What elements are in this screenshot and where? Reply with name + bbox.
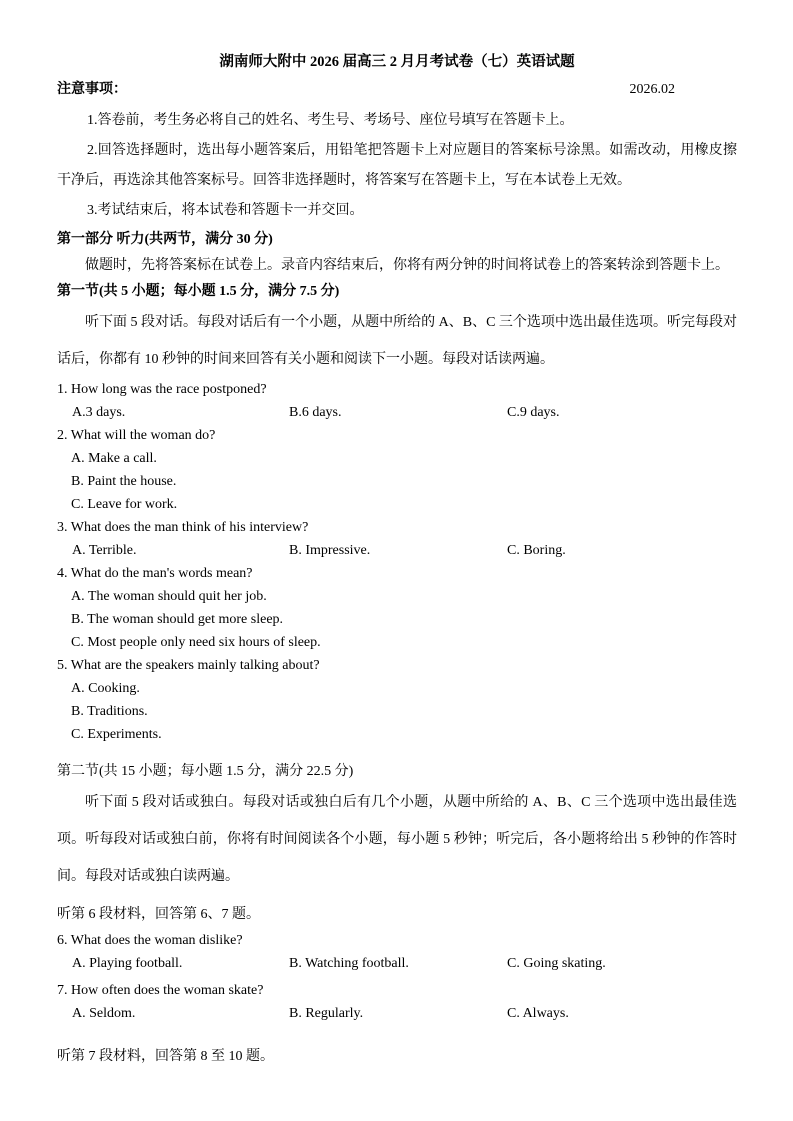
section1-intro: 听下面 5 段对话。每段对话后有一个小题，从题中所给的 A、B、C 三个选项中选出最佳选项。听完每段对话后，你都有 10 秒钟的时间来回答有关小题和阅读下一小题。每段对话读两遍。	[57, 315, 737, 367]
question-7-option-c: C. Always.	[507, 1006, 569, 1021]
question-6-option-c: C. Going skating.	[507, 956, 606, 971]
question-7-option-a: A. Seldom.	[72, 1006, 136, 1021]
question-2-option-b: B. Paint the house.	[71, 474, 177, 489]
question-5	[57, 654, 737, 746]
question-6	[57, 929, 737, 975]
question-3-option-a: A. Terrible.	[72, 543, 137, 558]
question-7-option-b: B. Regularly.	[289, 1006, 364, 1021]
question-2-text: 2. What will the woman do?	[57, 428, 216, 443]
notice-row	[57, 78, 737, 102]
section2-intro: 听下面 5 段对话或独白。每段对话或独白后有几个小题，从题中所给的 A、B、C 三个选项中选出最佳选项。听每段对话或独白前，你将有时间阅读各个小题，每小题 5 秒钟；听完后，各小题将给出 5 秒钟的作答时间。每段对话或独白读两遍。	[57, 795, 737, 884]
question-5-option-a: A. Cooking.	[71, 681, 140, 696]
question-3-option-b: B. Impressive.	[289, 543, 371, 558]
question-6-options-row	[57, 952, 737, 975]
question-1-option-a: A.3 days.	[72, 405, 126, 420]
question-6-text: 6. What does the woman dislike?	[57, 933, 243, 948]
question-7	[57, 979, 737, 1025]
exam-date: 2026.02	[629, 82, 675, 97]
question-1-options-row	[57, 401, 737, 424]
question-1	[57, 378, 737, 424]
section2-heading: 第二节(共 15 小题；每小题 1.5 分，满分 22.5 分)	[57, 764, 354, 779]
question-2-options	[57, 447, 737, 516]
question-4-options	[57, 585, 737, 654]
note-2: 2.回答选择题时，选出每小题答案后，用铅笔把答题卡上对应题目的答案标号涂黑。如需改动，用橡皮擦干净后，再选涂其他答案标号。回答非选择题时，将答案写在答题卡上，写在本试卷上无效。	[57, 143, 737, 188]
question-1-option-b: B.6 days.	[289, 405, 342, 420]
material-7-note: 听第 7 段材料，回答第 8 至 10 题。	[57, 1049, 274, 1064]
notice-label: 注意事项：	[57, 82, 127, 97]
question-2-option-c: C. Leave for work.	[71, 497, 178, 512]
question-4-text: 4. What do the man's words mean?	[57, 566, 253, 581]
question-1-text: 1. How long was the race postponed?	[57, 382, 267, 397]
question-3-text: 3. What does the man think of his interview?	[57, 520, 309, 535]
part1-heading: 第一部分 听力(共两节，满分 30 分)	[57, 232, 273, 247]
question-2	[57, 424, 737, 516]
question-5-text: 5. What are the speakers mainly talking about?	[57, 658, 320, 673]
question-5-option-b: B. Traditions.	[71, 704, 148, 719]
page-title: 湖南师大附中 2026 届高三 2 月月考试卷（七）英语试题	[219, 54, 575, 70]
section1-heading: 第一节(共 5 小题；每小题 1.5 分，满分 7.5 分)	[57, 284, 340, 299]
question-7-text: 7. How often does the woman skate?	[57, 983, 264, 998]
question-4-option-c: C. Most people only need six hours of sleep.	[71, 635, 321, 650]
question-4-option-a: A. The woman should quit her job.	[71, 589, 267, 604]
question-4	[57, 562, 737, 654]
question-2-option-a: A. Make a call.	[71, 451, 157, 466]
question-3-option-c: C. Boring.	[507, 543, 566, 558]
question-1-option-c: C.9 days.	[507, 405, 560, 420]
question-3-options-row	[57, 539, 737, 562]
question-6-option-a: A. Playing football.	[72, 956, 183, 971]
question-5-option-c: C. Experiments.	[71, 727, 162, 742]
part1-intro: 做题时，先将答案标在试卷上。录音内容结束后，你将有两分钟的时间将试卷上的答案转涂到答题卡上。	[85, 258, 729, 273]
material-6-note: 听第 6 段材料，回答第 6、7 题。	[57, 907, 260, 922]
question-3	[57, 516, 737, 562]
question-6-option-b: B. Watching football.	[289, 956, 409, 971]
note-1: 1.答卷前，考生务必将自己的姓名、考生号、考场号、座位号填写在答题卡上。	[87, 113, 574, 128]
question-7-options-row	[57, 1002, 737, 1025]
question-4-option-b: B. The woman should get more sleep.	[71, 612, 284, 627]
note-3: 3.考试结束后，将本试卷和答题卡一并交回。	[87, 203, 364, 218]
question-5-options	[57, 677, 737, 746]
